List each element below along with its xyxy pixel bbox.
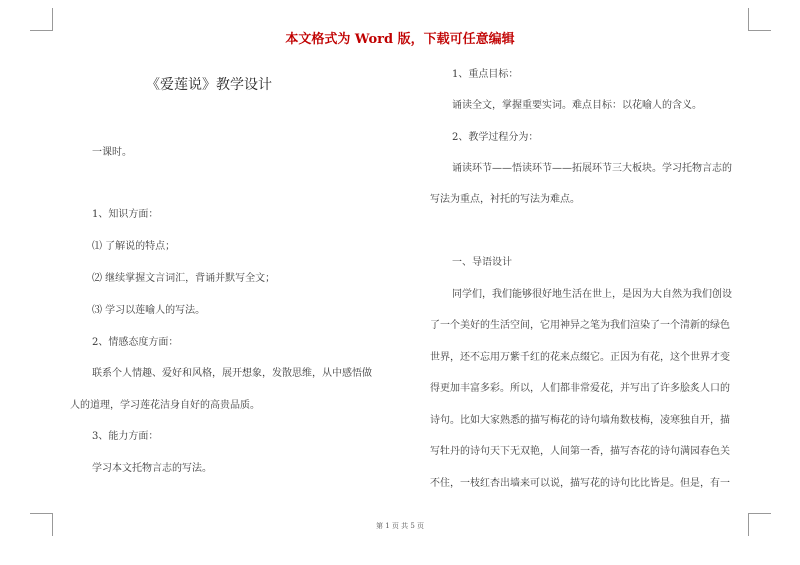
left-line: 学习本文托物言志的写法。 <box>92 463 212 474</box>
right-line: 世界，还不忘用万紫千红的花来点缀它。正因为有花，这个世界才变 <box>430 352 730 363</box>
right-line: 诗句。比如大家熟悉的描写梅花的诗句墙角数枝梅，凌寒独自开，描 <box>430 415 730 426</box>
left-line: 联系个人情趣、爱好和风格，展开想象，发散思维，从中感悟做 <box>92 368 372 379</box>
left-line: ⑴ 了解说的特点； <box>92 241 176 252</box>
left-line: ⑵ 继续掌握文言词汇，背诵并默写全文； <box>92 273 276 284</box>
right-line: 2、教学过程分为： <box>452 132 539 143</box>
left-line: 一课时。 <box>92 147 132 158</box>
right-line: 一、导语设计 <box>452 257 512 268</box>
right-line: 写牡丹的诗句天下无双艳，人间第一香，描写杏花的诗句满园春色关 <box>430 446 730 457</box>
right-line: 不住，一枝红杏出墙来可以说，描写花的诗句比比皆是。但是，有一 <box>430 478 730 489</box>
right-line: 诵读全文，掌握重要实词。难点目标：以花喻人的含义。 <box>452 100 702 111</box>
left-line: 1、知识方面： <box>92 209 159 220</box>
left-line: 2、情感态度方面： <box>92 337 179 348</box>
document-title: 《爱莲说》教学设计 <box>146 77 272 93</box>
right-line: 诵读环节——悟读环节——拓展环节三大板块。学习托物言志的 <box>452 163 732 174</box>
right-line: 写法为重点，衬托的写法为难点。 <box>430 194 580 205</box>
right-line: 同学们，我们能够很好地生活在世上，是因为大自然为我们创设 <box>452 289 732 300</box>
left-line: 3、能力方面： <box>92 431 159 442</box>
left-line: ⑶ 学习以莲喻人的写法。 <box>92 305 206 316</box>
right-line: 得更加丰富多彩。所以，人们都非常爱花，并写出了许多脍炙人口的 <box>430 383 730 394</box>
right-line: 了一个美好的生活空间，它用神异之笔为我们渲染了一个清新的绿色 <box>430 320 730 331</box>
right-line: 1、重点目标： <box>452 69 519 80</box>
page-number: 第 1 页 共 5 页 <box>375 522 425 530</box>
format-banner: 本文格式为 Word 版，下载可任意编辑 <box>285 32 515 47</box>
left-line: 人的道理，学习莲花洁身自好的高贵品质。 <box>70 400 260 411</box>
